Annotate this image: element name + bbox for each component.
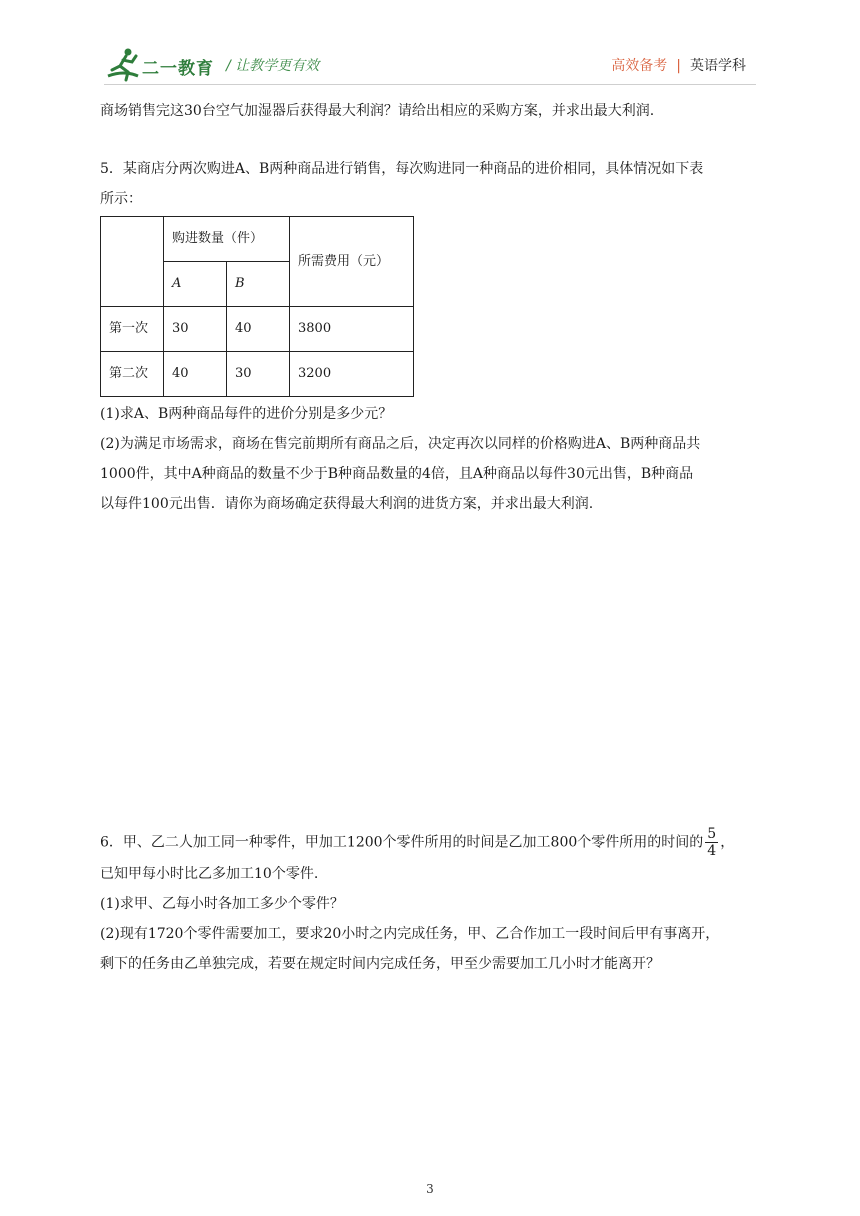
purchase-table (100, 216, 414, 397)
q5-intro-line2: 所示： (100, 191, 142, 207)
content (100, 96, 764, 519)
question-6 (100, 826, 764, 979)
subject-label: 英语学科 (690, 58, 746, 74)
table-row-label: 第一次 (101, 307, 164, 352)
q6-part2-line1: (2)现有1720个零件需要加工，要求20小时之内完成任务，甲、乙合作加工一段时间后甲有事离开， (100, 926, 720, 942)
header-right (611, 55, 746, 75)
table-cell-a: 40 (164, 352, 227, 397)
table-row-label: 第二次 (101, 352, 164, 397)
q6-line1-text: 6．甲、乙二人加工同一种零件，甲加工1200个零件所用的时间是乙加工800个零件所用的时间的 (100, 834, 704, 851)
exam-label: 高效备考 (611, 58, 668, 74)
q6-line2: 已知甲每小时比乙多加工10个零件. (100, 866, 319, 882)
table-cell-cost: 3800 (290, 307, 414, 352)
table-cell-a: 30 (164, 307, 227, 352)
fraction-denominator: 4 (707, 843, 717, 859)
logo-text: 二一教育 (142, 59, 214, 79)
header-divider: | (676, 58, 681, 74)
table-sub-b: B (227, 262, 290, 307)
table-header-row (101, 217, 414, 262)
slogan: / 让教学更有效 (226, 58, 320, 74)
question-5 (100, 154, 764, 519)
q5-part2-line1: (2)为满足市场需求，商场在售完前期所有商品之后，决定再次以同样的价格购进A、B两种商品共 (100, 436, 701, 452)
page-header (0, 0, 860, 90)
previous-question-tail: 商场销售完这30台空气加湿器后获得最大利润？请给出相应的采购方案，并求出最大利润. (100, 103, 655, 119)
table-sub-a: A (164, 262, 227, 307)
q6-line1-end: ， (720, 834, 735, 851)
q5-part2-line2: 1000件，其中A种商品的数量不少于B种商品数量的4倍，且A种商品以每件30元出售，B种商品 (100, 466, 694, 482)
table-cell-b: 30 (227, 352, 290, 397)
fraction-numerator: 5 (707, 826, 717, 842)
table-head-qty: 购进数量（件） (164, 217, 290, 262)
table-head-cost: 所需费用（元） (290, 217, 414, 307)
q5-part1: (1)求A、B两种商品每件的进价分别是多少元？ (100, 406, 393, 422)
page-number: 3 (426, 1182, 434, 1196)
q5-intro-line1: 5．某商店分两次购进A、B两种商品进行销售，每次购进同一种商品的进价相同，具体情况如下表 (100, 161, 704, 177)
q6-part2-line2: 剩下的任务由乙单独完成，若要在规定时间内完成任务，甲至少需要加工几小时才能离开？ (100, 956, 660, 972)
q5-part2-line3: 以每件100元出售．请你为商场确定获得最大利润的进货方案，并求出最大利润. (100, 496, 594, 512)
table-row (101, 307, 414, 352)
table-cell-b: 40 (227, 307, 290, 352)
header-rule (104, 84, 756, 85)
table-cell-cost: 3200 (290, 352, 414, 397)
q6-line1 (100, 826, 764, 859)
table-row (101, 352, 414, 397)
fraction (705, 826, 718, 859)
table-corner-cell (101, 217, 164, 307)
q6-part1: (1)求甲、乙每小时各加工多少个零件？ (100, 896, 344, 912)
